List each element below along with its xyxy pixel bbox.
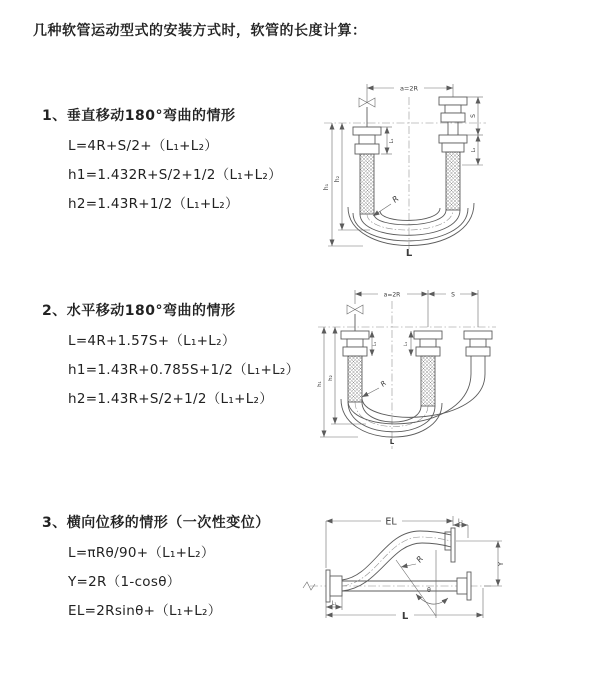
left-flange xyxy=(326,570,342,602)
dimension-a2r xyxy=(355,290,478,327)
label-h1: h₁ xyxy=(317,381,323,387)
braided-hose-left xyxy=(360,154,374,214)
dimension-l1 xyxy=(381,127,395,154)
upper-right-flange xyxy=(445,528,455,562)
label-h2: h₂ xyxy=(334,175,341,183)
formula-3-EL: EL=2Rsinθ+（L₁+L₂） xyxy=(68,603,222,619)
label-l1: L₁ xyxy=(404,341,409,347)
formula-3-Y: Y=2R（1-cosθ） xyxy=(68,574,181,590)
section-1-heading: 1、垂直移动180°弯曲的情形 xyxy=(42,108,236,124)
label-el: EL xyxy=(385,516,397,528)
dimension-s xyxy=(428,292,478,299)
label-s: S xyxy=(470,114,477,118)
radius-leader xyxy=(401,554,425,567)
dimension-l1-middle xyxy=(403,331,411,356)
centerlines xyxy=(318,301,496,449)
formula-1-h1: h1=1.432R+S/2+1/2（L₁+L₂） xyxy=(68,167,282,183)
diagram-horizontal-180-bend xyxy=(308,281,598,461)
section-vertical-movement xyxy=(42,105,312,212)
dimension-h1 xyxy=(323,123,363,246)
label-r: R xyxy=(390,194,401,205)
formula-1-h2: h2=1.43R+1/2（L₁+L₂） xyxy=(68,196,239,212)
formula-3-L: L=πRθ/90+（L₁+L₂） xyxy=(68,545,215,561)
left-fitting xyxy=(341,331,369,402)
middle-fitting xyxy=(414,331,442,406)
label-theta: θ xyxy=(427,587,431,594)
formula-2-L: L=4R+1.57S+（L₁+L₂） xyxy=(68,333,236,349)
label-a2r: a=2R xyxy=(399,84,419,93)
diagram-lateral-displacement xyxy=(296,498,598,663)
label-l1: L₁ xyxy=(331,600,337,607)
label-r: R xyxy=(379,379,389,389)
label-l1: L₁ xyxy=(373,341,378,347)
label-a2r: a=2R xyxy=(383,291,401,299)
braided-hose-middle xyxy=(421,356,435,406)
page-title: 几种软管运动型式的安装方式时，软管的长度计算： xyxy=(33,23,367,39)
right-fitting xyxy=(464,331,492,374)
dimension-l1-left xyxy=(372,331,378,356)
label-l-total: L xyxy=(401,611,409,622)
right-fitting-lower xyxy=(439,135,467,210)
label-r: R xyxy=(414,554,426,565)
label-h1: h₁ xyxy=(323,183,330,191)
label-s: S xyxy=(451,291,455,299)
label-l-total: L xyxy=(405,248,413,259)
label-l-total: L xyxy=(389,438,395,446)
formula-1-L: L=4R+S/2+（L₁+L₂） xyxy=(68,138,219,154)
dimension-s xyxy=(467,97,483,135)
section-horizontal-movement xyxy=(42,300,312,407)
label-l2: L₂ xyxy=(458,518,463,525)
diagram-vertical-180-bend xyxy=(308,75,598,260)
hose-u-curves-position2 xyxy=(348,374,485,424)
radius-leader xyxy=(362,379,388,397)
left-fitting xyxy=(353,127,381,214)
label-l1: L₁ xyxy=(389,138,395,144)
label-y: Y xyxy=(497,561,505,567)
radius-leader xyxy=(373,194,401,216)
braided-hose-right xyxy=(446,152,460,210)
section-2-heading: 2、水平移动180°弯曲的情形 xyxy=(42,303,236,319)
right-fitting-upper xyxy=(439,97,467,135)
label-l2: L₂ xyxy=(471,147,477,153)
section-3-heading: 3、横向位移的情形（一次性变位） xyxy=(42,515,270,531)
label-h2: h₂ xyxy=(328,375,334,381)
section-lateral-displacement xyxy=(42,512,312,619)
formula-2-h2: h2=1.43R+S/2+1/2（L₁+L₂） xyxy=(68,391,274,407)
valve-icon xyxy=(359,98,375,127)
formula-2-h1: h1=1.43R+0.785S+1/2（L₁+L₂） xyxy=(68,362,300,378)
braided-hose-left xyxy=(348,356,362,402)
